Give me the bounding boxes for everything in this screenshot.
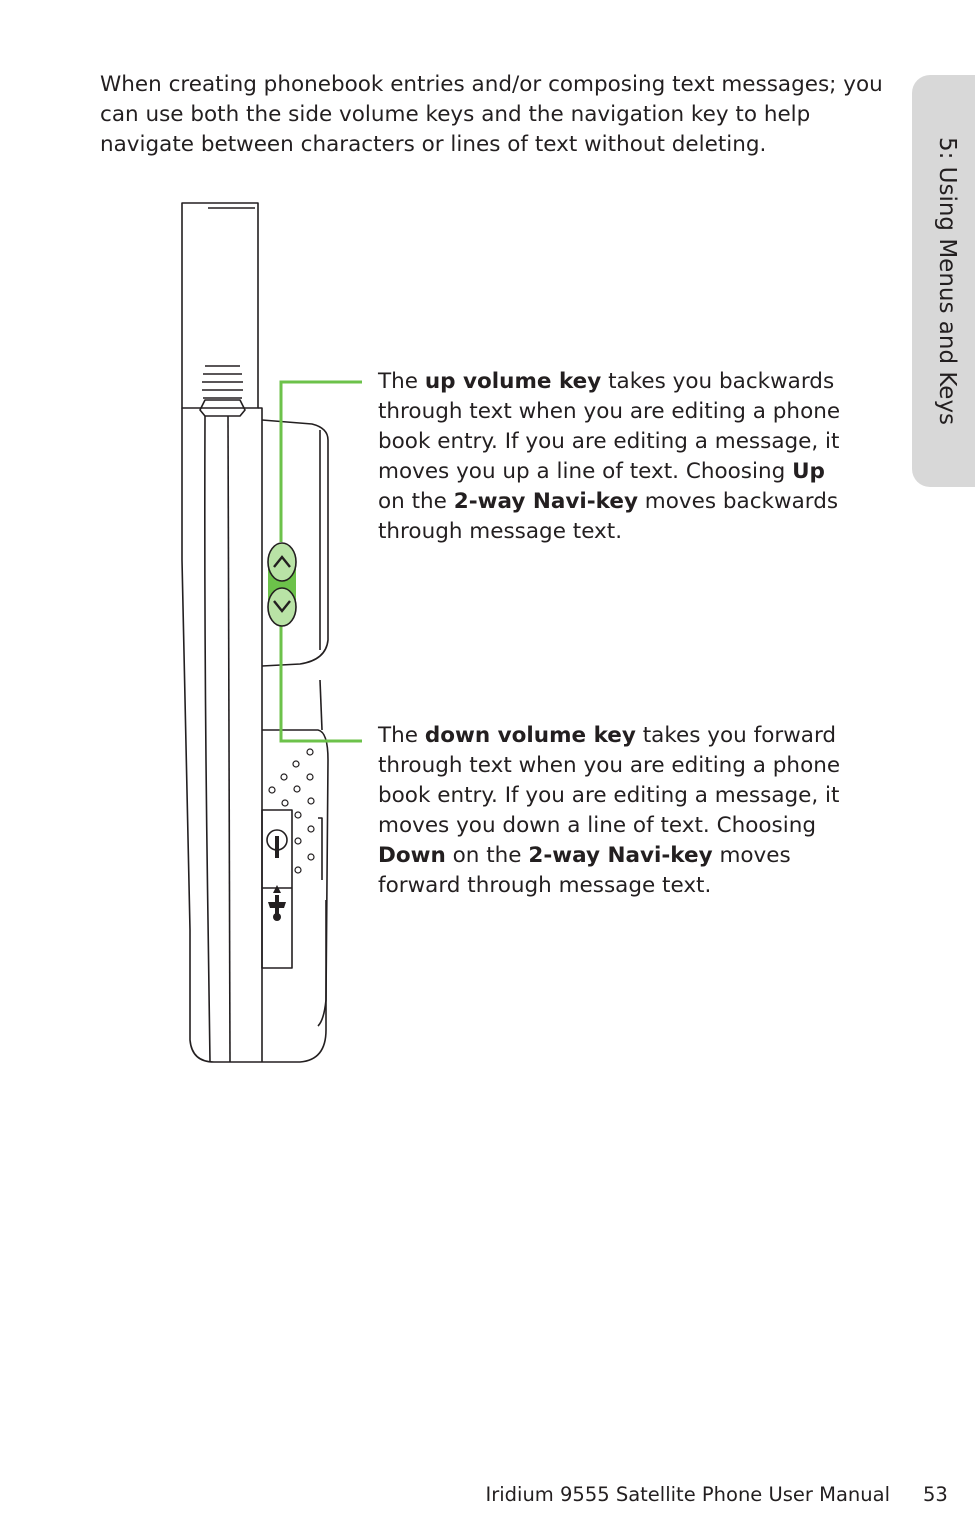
intro-paragraph: When creating phonebook entries and/or composing text messages; you can use both the side volume keys and the navigation key to help navigate between characters or lines of text without deleting. [100, 72, 883, 157]
footer-manual-title: Iridium 9555 Satellite Phone User Manual [485, 1483, 890, 1506]
up-volume-key-callout: The up volume key takes you backwards through text when you are editing a phone book entry. If you are editing a message, it moves you up a line of text. Choosing Up on the 2-way Navi-key moves backwards through message text. [378, 369, 841, 544]
volume-keys [268, 543, 296, 626]
antenna-grip-lines [202, 366, 243, 398]
volume-down-key [268, 588, 296, 626]
phone-body [182, 408, 326, 1062]
phone-screen-bulge [262, 420, 328, 666]
chapter-tab-label: 5: Using Menus and Keys [934, 136, 960, 426]
page-number: 53 [923, 1483, 948, 1506]
down-volume-key-callout: The down volume key takes you forward through text when you are editing a phone book entry. If you are editing a message, it moves you down a line of text. Choosing Down on the 2-way Navi-key moves forward through message text. [378, 723, 841, 898]
volume-up-key [268, 543, 296, 581]
antenna [182, 203, 258, 408]
